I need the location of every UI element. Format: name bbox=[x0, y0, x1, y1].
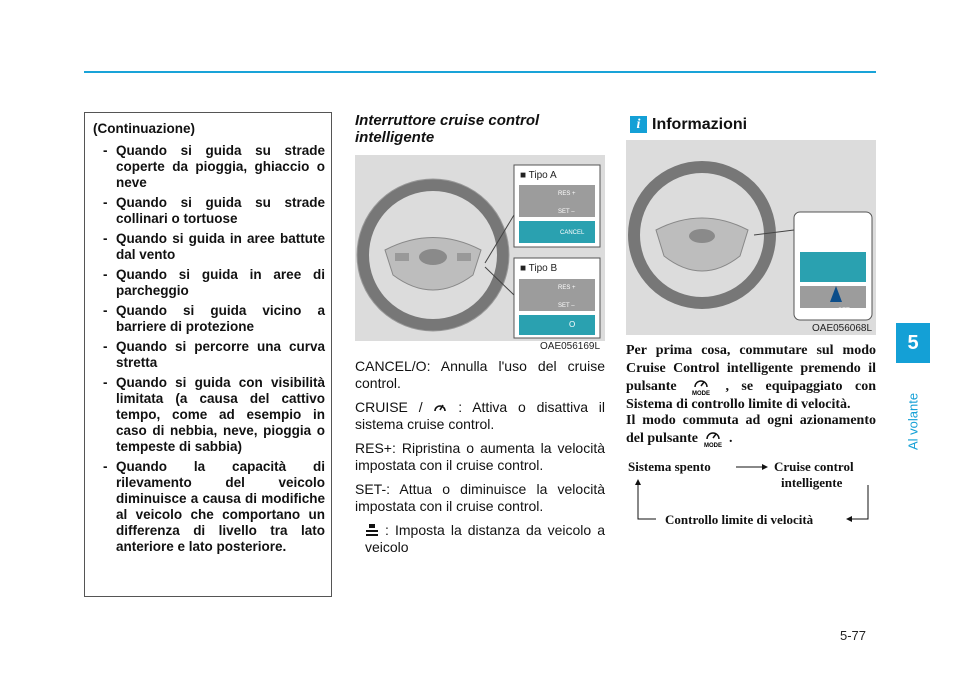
definition-text: Ripristina o aumenta la velocità impostata con il cruise control. bbox=[355, 440, 605, 473]
info-paragraph-1 bbox=[626, 342, 876, 414]
chapter-tab: 5 bbox=[896, 323, 930, 363]
list-item: - Quando si guida vicino a barriere di protezione bbox=[93, 303, 325, 335]
node-cruise-line1: Cruise control bbox=[774, 459, 854, 474]
distance-icon bbox=[365, 523, 379, 539]
continuation-box bbox=[84, 112, 332, 597]
definition-term: RES+: bbox=[355, 440, 396, 456]
res-label: RES + bbox=[558, 285, 576, 291]
mode-cycle-diagram bbox=[626, 455, 876, 535]
mode-button-figure bbox=[626, 140, 876, 335]
node-system-off: Sistema spento bbox=[628, 459, 711, 474]
tipo-a-label: ■ Tipo A bbox=[520, 170, 557, 181]
cancel-short-label: O bbox=[569, 320, 576, 329]
list-item: - Quando si guida in aree di parcheggio bbox=[93, 267, 325, 299]
definition-cruise bbox=[355, 399, 605, 433]
mode-button-icon bbox=[701, 430, 725, 448]
set-label: SET – bbox=[558, 209, 575, 215]
definition-text: Attua o diminuisce la velocità impostata con il cruise control. bbox=[355, 481, 605, 514]
chapter-label bbox=[902, 370, 924, 480]
header-rule bbox=[84, 71, 876, 73]
mode-label: MODE bbox=[704, 443, 723, 448]
definition-term: CRUISE / bbox=[355, 399, 423, 415]
paragraph-text: . bbox=[728, 431, 733, 447]
definition-term: SET-: bbox=[355, 481, 391, 497]
figure-code: OAE056068L bbox=[812, 323, 873, 334]
list-item: - Quando si guida in aree battute dal vento bbox=[93, 231, 325, 263]
chapter-label-text: Al volante bbox=[905, 392, 921, 451]
node-cruise-line2: intelligente bbox=[781, 475, 843, 490]
cancel-label: CANCEL bbox=[560, 230, 585, 236]
info-icon: i bbox=[630, 116, 647, 133]
definition-text: : Imposta la distanza da veicolo a veicolo bbox=[365, 522, 605, 556]
steering-wheel-figure bbox=[355, 155, 605, 352]
mode-label: MODE bbox=[692, 391, 711, 396]
list-item: - Quando si guida su strade collinari o tortuose bbox=[93, 195, 325, 227]
paragraph-text: , se equipaggiato con Sistema di controllo limite di velocità. bbox=[626, 379, 877, 413]
definition-text: : Attiva o disattiva il sistema cruise control. bbox=[355, 399, 606, 432]
page-number: 5-77 bbox=[840, 628, 867, 643]
info-title: Informazioni bbox=[652, 116, 748, 133]
list-item: - Quando si percorre una curva stretta bbox=[93, 339, 325, 371]
list-item: - Quando si guida con visibilità limitata (a causa del cattivo tempo, come ad esempio in caso di nebbia, neve, pioggia o tempeste di sabbia) bbox=[93, 375, 325, 455]
section-heading: Interruttore cruise control intelligente bbox=[355, 112, 540, 146]
list-item: - Quando si guida su strade coperte da pioggia, ghiaccio o neve bbox=[93, 143, 325, 191]
condition-list bbox=[93, 143, 325, 559]
node-speed-limit: Controllo limite di velocità bbox=[665, 512, 814, 527]
steering-wheel-illustration bbox=[355, 155, 605, 341]
mode-button-icon bbox=[689, 378, 713, 396]
res-label: RES + bbox=[558, 191, 576, 197]
tipo-b-label: ■ Tipo B bbox=[520, 263, 558, 274]
box-title: (Continuazione) bbox=[93, 121, 195, 136]
definition-res bbox=[355, 440, 605, 474]
paragraph-text: Per prima cosa, commutare sul modo Cruise Control intelligente premendo il pulsante bbox=[626, 343, 876, 395]
definition-term: CANCEL/O: bbox=[355, 358, 431, 374]
definition-text: Annulla l'uso del cruise control. bbox=[355, 358, 605, 391]
info-paragraph-2 bbox=[626, 412, 876, 448]
definition-set bbox=[355, 481, 605, 515]
set-label: SET – bbox=[558, 303, 575, 309]
definition-cancel bbox=[355, 358, 605, 392]
list-item: - Quando la capacità di rilevamento del veicolo diminuisce a causa di modifiche al veicolo che comportano un differenza di livello tra lato anteriore e lato posteriore. bbox=[93, 459, 325, 555]
paragraph-text: Il modo commuta ad ogni azionamento del pulsante bbox=[626, 413, 876, 447]
definitions bbox=[355, 358, 605, 563]
figure-code: OAE056169L bbox=[540, 341, 601, 352]
steering-wheel-illustration bbox=[626, 140, 876, 335]
definition-distance bbox=[355, 522, 605, 556]
set-label: SET – bbox=[838, 308, 855, 314]
cruise-icon bbox=[433, 401, 447, 415]
